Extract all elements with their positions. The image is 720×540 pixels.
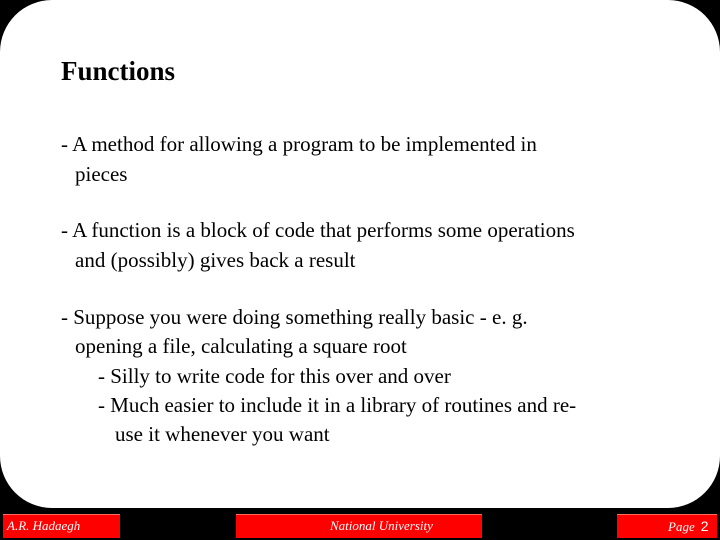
footer-page: [668, 516, 709, 537]
bullet-2-line-2: and (possibly) gives back a result: [75, 248, 356, 272]
footer-author: A.R. Hadaegh: [7, 518, 81, 533]
bullet-3-line-2: opening a file, calculating a square root: [75, 334, 407, 358]
sub-bullet-2-line-2: use it whenever you want: [115, 422, 330, 446]
bullet-1-line-2: pieces: [75, 162, 128, 186]
footer-page-label: Page: [668, 519, 695, 534]
bullet-3-line-1: - Suppose you were doing something really basic - e. g.: [61, 305, 528, 329]
sub-bullet-2-line-1: - Much easier to include it in a library of routines and re-: [98, 393, 577, 417]
bullet-1-line-1: - A method for allowing a program to be implemented in: [61, 132, 537, 156]
footer-page-number: 2: [700, 518, 709, 534]
sub-bullet-1: - Silly to write code for this over and over: [98, 364, 451, 388]
footer-institution: National University: [330, 518, 433, 533]
slide-title: Functions: [61, 56, 176, 86]
bullet-2-line-1: - A function is a block of code that performs some operations: [61, 218, 575, 242]
